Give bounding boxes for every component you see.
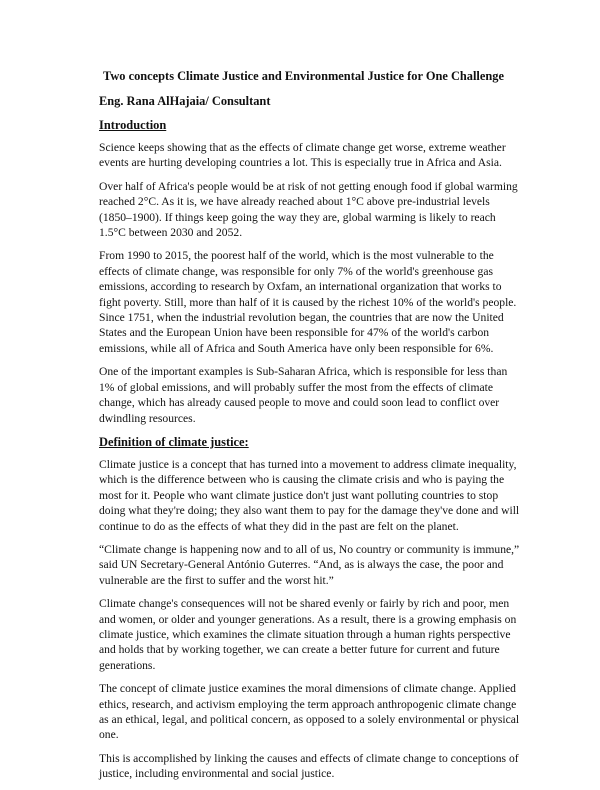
paragraph: This is accomplished by linking the causes and effects of climate change to conceptions of justice, including environmental and social justice. bbox=[99, 751, 519, 781]
author-line: Eng. Rana AlHajaia/ Consultant bbox=[99, 94, 271, 108]
document-title: Two concepts Climate Justice and Environmental Justice for One Challenge bbox=[103, 69, 504, 83]
document-page bbox=[99, 68, 524, 790]
paragraph: One of the important examples is Sub-Saharan Africa, which is responsible for less than 1% of global emissions, and will probably suffer the most from the effects of climate change, which has already caused people to move and could soon lead to conflict over dwindling resources. bbox=[99, 365, 508, 425]
quote-paragraph: “Climate change is happening now and to all of us, No country or community is immune,” said UN Secretary-General António Guterres. “And, as is always the case, the poor and vulnerable are the first to suffer and the worst hit.” bbox=[99, 542, 520, 587]
section-heading-introduction: Introduction bbox=[99, 118, 167, 132]
paragraph: The concept of climate justice examines the moral dimensions of climate change. Applied ethics, research, and activism employing the term approach anthropogenic climate change as an ethical, legal, and political concern, as opposed to a solely environmental or physical one. bbox=[99, 682, 520, 742]
paragraph: Science keeps showing that as the effects of climate change get worse, extreme weather events are hurting developing countries a lot. This is especially true in Africa and Asia. bbox=[99, 141, 506, 170]
paragraph: From 1990 to 2015, the poorest half of the world, which is the most vulnerable to the effects of climate change, was responsible for only 7% of the world's greenhouse gas emissions, according to research by Oxfam, an international organization that works to fight poverty. Still, more than half of it is caused by the richest 10% of the world's people. Since 1751, when the industrial revolution began, the countries that are now the United States and the European Union have been responsible for 47% of the world's carbon emissions, while all of Africa and South America have only been responsible for 6%. bbox=[99, 249, 517, 355]
paragraph: Over half of Africa's people would be at risk of not getting enough food if global warming reached 2°C. As it is, we have already reached about 1°C above pre-industrial levels (1850–1900). If things keep going the way they are, global warming is likely to reach 1.5°C between 2030 and 2052. bbox=[99, 179, 518, 240]
paragraph: Climate change's consequences will not be shared evenly or fairly by rich and poor, men and women, or older and younger generations. As a result, there is a growing emphasis on climate justice, which examines the climate situation through a human rights perspective and holds that by working together, we can create a better future for current and future generations. bbox=[99, 597, 517, 672]
section-heading-definition: Definition of climate justice: bbox=[99, 434, 249, 449]
paragraph: Climate justice is a concept that has turned into a movement to address climate inequality, which is the difference between who is causing the climate crisis and who is paying the most for it. People who want climate justice don't just want polluting countries to stop doing what they're doing; they also want them to pay for the damage they've done and will continue to do as the effects of what they did in the past are felt on the planet. bbox=[99, 457, 520, 533]
